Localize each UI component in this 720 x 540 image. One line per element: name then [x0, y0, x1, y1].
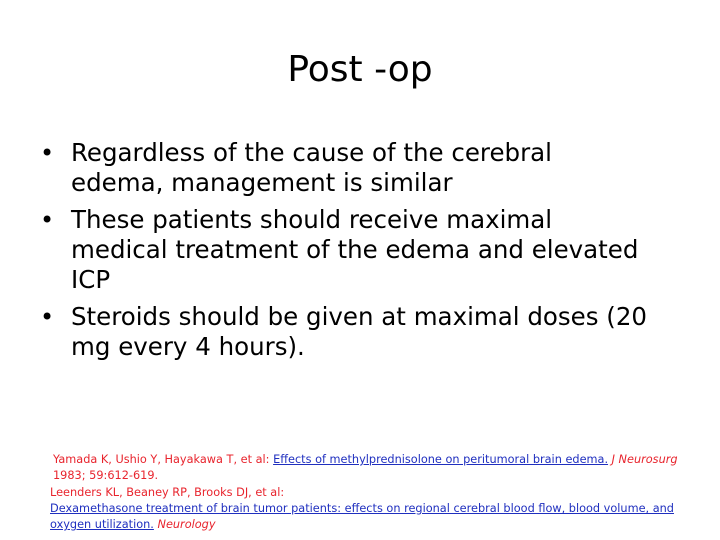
reference-2-authors: Leenders KL, Beaney RP, Brooks DJ, et al:	[50, 485, 285, 499]
reference-2-line-1	[50, 501, 690, 517]
bullet-text-line: edema, management is similar	[71, 168, 453, 197]
reference-2-journal: Neurology	[153, 518, 216, 532]
bullet-text-line: Steroids should be given at maximal doses (20	[71, 302, 648, 331]
bullet-item	[40, 138, 690, 198]
bullet-item	[40, 302, 690, 362]
bullet-text-line: ICP	[71, 265, 111, 294]
reference-2-line-2	[50, 517, 690, 533]
references	[50, 452, 690, 533]
reference-1-line-1	[50, 452, 690, 468]
bullet-dot-icon: •	[40, 206, 55, 234]
reference-1-authors: Yamada K, Ushio Y, Hayakawa T, et al:	[53, 453, 274, 466]
reference-1-journal: J Neurosurg	[608, 453, 678, 466]
reference-1-link[interactable]: Effects of methylprednisolone on peritumoral brain edema.	[273, 453, 609, 466]
bullet-item	[40, 205, 690, 295]
slide-title: Post -op	[287, 49, 433, 90]
bullet-dot-icon: •	[40, 139, 55, 167]
reference-1-citation: 1983; 59:612-619.	[53, 469, 159, 483]
bullet-text-line: Regardless of the cause of the cerebral	[71, 138, 552, 167]
bullet-text-line: These patients should receive maximal	[71, 205, 553, 234]
bullet-text-line: mg every 4 hours).	[71, 332, 305, 361]
bullet-list	[40, 138, 690, 369]
reference-2-link-part-1[interactable]: Dexamethasone treatment of brain tumor patients: effects on regional cerebral blood flow, blood volume, and	[50, 501, 674, 515]
bullet-dot-icon: •	[40, 303, 55, 331]
reference-2-link-part-2[interactable]: oxygen utilization.	[50, 518, 154, 532]
bullet-text-line: medical treatment of the edema and elevated	[71, 235, 639, 264]
